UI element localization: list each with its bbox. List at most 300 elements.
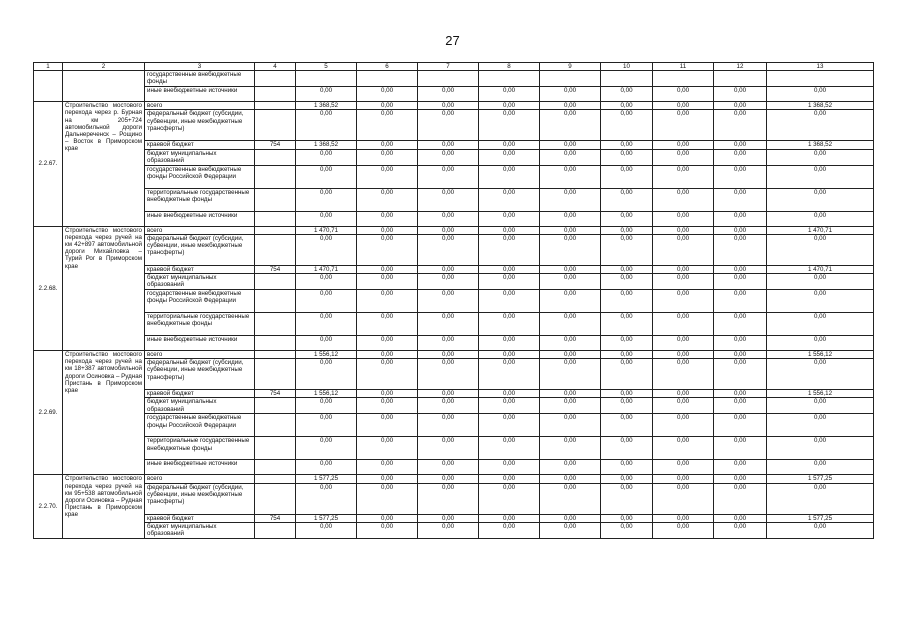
value-cell-col-7: 0,00 — [418, 149, 479, 165]
value-cell-col-9: 0,00 — [540, 483, 601, 514]
value-cell-col-11 — [653, 71, 714, 87]
value-cell-col-7: 0,00 — [418, 483, 479, 514]
value-cell-col-11: 0,00 — [653, 437, 714, 460]
value-cell-col-5 — [296, 71, 357, 87]
value-cell-col-10: 0,00 — [601, 522, 653, 538]
value-cell-col-9: 0,00 — [540, 398, 601, 414]
value-cell-col-10: 0,00 — [601, 149, 653, 165]
value-cell-col-11: 0,00 — [653, 460, 714, 475]
value-cell-col-13: 0,00 — [767, 211, 874, 226]
value-cell-col-12: 0,00 — [714, 336, 767, 351]
value-cell-col-7: 0,00 — [418, 313, 479, 336]
value-cell-col-8: 0,00 — [479, 483, 540, 514]
value-cell-col-10 — [601, 71, 653, 87]
value-cell-col-6: 0,00 — [357, 290, 418, 313]
funding-source: всего — [145, 102, 255, 110]
budget-code — [255, 398, 296, 414]
value-cell-col-9: 0,00 — [540, 110, 601, 141]
value-cell-col-13: 1 368,52 — [767, 141, 874, 149]
value-cell-col-8: 0,00 — [479, 475, 540, 483]
value-cell-col-5: 1 577,25 — [296, 514, 357, 522]
value-cell-col-5: 0,00 — [296, 188, 357, 211]
header-col-1: 1 — [34, 63, 63, 71]
header-col-3: 3 — [145, 63, 255, 71]
value-cell-col-5: 1 368,52 — [296, 141, 357, 149]
value-cell-col-13: 0,00 — [767, 460, 874, 475]
value-cell-col-6: 0,00 — [357, 522, 418, 538]
value-cell-col-10: 0,00 — [601, 290, 653, 313]
value-cell-col-7: 0,00 — [418, 398, 479, 414]
value-cell-col-6: 0,00 — [357, 514, 418, 522]
value-cell-col-13: 1 577,25 — [767, 514, 874, 522]
item-code: 2.2.67. — [34, 102, 63, 226]
value-cell-col-13: 0,00 — [767, 336, 874, 351]
value-cell-col-7: 0,00 — [418, 102, 479, 110]
value-cell-col-8: 0,00 — [479, 359, 540, 390]
value-cell-col-9: 0,00 — [540, 522, 601, 538]
value-cell-col-8: 0,00 — [479, 336, 540, 351]
value-cell-col-12: 0,00 — [714, 188, 767, 211]
value-cell-col-6: 0,00 — [357, 87, 418, 102]
value-cell-col-9: 0,00 — [540, 102, 601, 110]
value-cell-col-6: 0,00 — [357, 460, 418, 475]
value-cell-col-13: 0,00 — [767, 87, 874, 102]
value-cell-col-7: 0,00 — [418, 336, 479, 351]
funding-source: федеральный бюджет (субсидии, субвенции, иные межбюджетные трансферты) — [145, 110, 255, 141]
budget-code — [255, 475, 296, 483]
value-cell-col-13: 0,00 — [767, 522, 874, 538]
budget-code — [255, 290, 296, 313]
value-cell-col-13: 0,00 — [767, 313, 874, 336]
value-cell-col-9: 0,00 — [540, 211, 601, 226]
item-code: 2.2.68. — [34, 226, 63, 350]
value-cell-col-5: 1 368,52 — [296, 102, 357, 110]
value-cell-col-10: 0,00 — [601, 398, 653, 414]
value-cell-col-13: 0,00 — [767, 483, 874, 514]
value-cell-col-8: 0,00 — [479, 414, 540, 437]
value-cell-col-9: 0,00 — [540, 226, 601, 234]
value-cell-col-12: 0,00 — [714, 110, 767, 141]
value-cell-col-11: 0,00 — [653, 514, 714, 522]
value-cell-col-7: 0,00 — [418, 188, 479, 211]
value-cell-col-7: 0,00 — [418, 351, 479, 359]
value-cell-col-9: 0,00 — [540, 437, 601, 460]
value-cell-col-13: 1 577,25 — [767, 475, 874, 483]
value-cell-col-11: 0,00 — [653, 87, 714, 102]
value-cell-col-5: 0,00 — [296, 437, 357, 460]
budget-code: 754 — [255, 265, 296, 273]
value-cell-col-11: 0,00 — [653, 414, 714, 437]
value-cell-col-6: 0,00 — [357, 165, 418, 188]
budget-code — [255, 211, 296, 226]
budget-code — [255, 483, 296, 514]
value-cell-col-12: 0,00 — [714, 211, 767, 226]
value-cell-col-11: 0,00 — [653, 390, 714, 398]
value-cell-col-11: 0,00 — [653, 226, 714, 234]
value-cell-col-9: 0,00 — [540, 290, 601, 313]
value-cell-col-9: 0,00 — [540, 87, 601, 102]
value-cell-col-10: 0,00 — [601, 460, 653, 475]
value-cell-col-10: 0,00 — [601, 483, 653, 514]
table-row — [34, 102, 874, 110]
table-row — [34, 141, 874, 149]
value-cell-col-8: 0,00 — [479, 313, 540, 336]
value-cell-col-8: 0,00 — [479, 226, 540, 234]
funding-source: иные внебюджетные источники — [145, 87, 255, 102]
value-cell-col-10: 0,00 — [601, 234, 653, 265]
funding-source: территориальные государственные внебюджетные фонды — [145, 313, 255, 336]
budget-code — [255, 87, 296, 102]
value-cell-col-8 — [479, 71, 540, 87]
value-cell-col-12: 0,00 — [714, 398, 767, 414]
funding-source: федеральный бюджет (субсидии, субвенции, иные межбюджетные трансферты) — [145, 359, 255, 390]
value-cell-col-6: 0,00 — [357, 234, 418, 265]
value-cell-col-10: 0,00 — [601, 359, 653, 390]
value-cell-col-5: 0,00 — [296, 110, 357, 141]
budget-code — [255, 165, 296, 188]
header-col-8: 8 — [479, 63, 540, 71]
value-cell-col-7: 0,00 — [418, 514, 479, 522]
budget-code — [255, 313, 296, 336]
value-cell-col-13: 0,00 — [767, 290, 874, 313]
item-name — [63, 71, 145, 102]
value-cell-col-11: 0,00 — [653, 483, 714, 514]
value-cell-col-11: 0,00 — [653, 359, 714, 390]
value-cell-col-6: 0,00 — [357, 274, 418, 290]
table-row — [34, 290, 874, 313]
value-cell-col-6: 0,00 — [357, 313, 418, 336]
value-cell-col-9: 0,00 — [540, 141, 601, 149]
value-cell-col-13: 1 470,71 — [767, 226, 874, 234]
funding-source: бюджет муниципальных образований — [145, 274, 255, 290]
value-cell-col-13: 0,00 — [767, 398, 874, 414]
table-row — [34, 87, 874, 102]
funding-source: краевой бюджет — [145, 141, 255, 149]
budget-code — [255, 437, 296, 460]
value-cell-col-8: 0,00 — [479, 460, 540, 475]
table-row — [34, 274, 874, 290]
value-cell-col-6: 0,00 — [357, 188, 418, 211]
value-cell-col-8: 0,00 — [479, 274, 540, 290]
value-cell-col-5: 0,00 — [296, 460, 357, 475]
value-cell-col-7 — [418, 71, 479, 87]
budget-code — [255, 226, 296, 234]
value-cell-col-11: 0,00 — [653, 188, 714, 211]
value-cell-col-6: 0,00 — [357, 475, 418, 483]
page-number: 27 — [445, 33, 460, 48]
value-cell-col-13: 0,00 — [767, 110, 874, 141]
funding-source: государственные внебюджетные фонды Российской Федерации — [145, 290, 255, 313]
value-cell-col-8: 0,00 — [479, 398, 540, 414]
value-cell-col-9: 0,00 — [540, 475, 601, 483]
value-cell-col-6: 0,00 — [357, 483, 418, 514]
value-cell-col-9: 0,00 — [540, 274, 601, 290]
value-cell-col-11: 0,00 — [653, 165, 714, 188]
table-row — [34, 514, 874, 522]
value-cell-col-8: 0,00 — [479, 437, 540, 460]
header-col-5: 5 — [296, 63, 357, 71]
value-cell-col-12: 0,00 — [714, 274, 767, 290]
funding-source: государственные внебюджетные фонды — [145, 71, 255, 87]
funding-source: краевой бюджет — [145, 265, 255, 273]
value-cell-col-5: 0,00 — [296, 211, 357, 226]
value-cell-col-6 — [357, 71, 418, 87]
value-cell-col-6: 0,00 — [357, 141, 418, 149]
value-cell-col-10: 0,00 — [601, 313, 653, 336]
value-cell-col-11: 0,00 — [653, 102, 714, 110]
table-row — [34, 398, 874, 414]
value-cell-col-7: 0,00 — [418, 141, 479, 149]
value-cell-col-10: 0,00 — [601, 274, 653, 290]
value-cell-col-12: 0,00 — [714, 234, 767, 265]
value-cell-col-12: 0,00 — [714, 483, 767, 514]
funding-source: бюджет муниципальных образований — [145, 149, 255, 165]
value-cell-col-10: 0,00 — [601, 165, 653, 188]
item-code: 2.2.70. — [34, 475, 63, 538]
funding-source: бюджет муниципальных образований — [145, 522, 255, 538]
table-row — [34, 414, 874, 437]
value-cell-col-12: 0,00 — [714, 460, 767, 475]
table-row — [34, 265, 874, 273]
value-cell-col-11: 0,00 — [653, 274, 714, 290]
table-row — [34, 336, 874, 351]
funding-source: иные внебюджетные источники — [145, 211, 255, 226]
budget-code — [255, 110, 296, 141]
value-cell-col-7: 0,00 — [418, 165, 479, 188]
item-name: Строительство мостового перехода через р. Бурная на км 205+724 автомобильной дороги Дальнереченск – Рощино – Восток в Приморском крае — [63, 102, 145, 226]
value-cell-col-6: 0,00 — [357, 437, 418, 460]
table-row — [34, 359, 874, 390]
value-cell-col-12: 0,00 — [714, 390, 767, 398]
value-cell-col-13: 0,00 — [767, 359, 874, 390]
funding-source: иные внебюджетные источники — [145, 336, 255, 351]
funding-source: территориальные государственные внебюджетные фонды — [145, 437, 255, 460]
item-name: Строительство мостового перехода через ручей на км 42+897 автомобильной дороги Михайловка – Турий Рог в Приморском крае — [63, 226, 145, 350]
value-cell-col-9: 0,00 — [540, 336, 601, 351]
budget-code — [255, 274, 296, 290]
value-cell-col-10: 0,00 — [601, 188, 653, 211]
value-cell-col-5: 1 556,12 — [296, 390, 357, 398]
value-cell-col-12: 0,00 — [714, 359, 767, 390]
value-cell-col-10: 0,00 — [601, 265, 653, 273]
value-cell-col-11: 0,00 — [653, 149, 714, 165]
funding-source: территориальные государственные внебюджетные фонды — [145, 188, 255, 211]
value-cell-col-10: 0,00 — [601, 336, 653, 351]
table-row — [34, 188, 874, 211]
value-cell-col-9: 0,00 — [540, 149, 601, 165]
value-cell-col-5: 0,00 — [296, 87, 357, 102]
value-cell-col-10: 0,00 — [601, 141, 653, 149]
value-cell-col-7: 0,00 — [418, 234, 479, 265]
value-cell-col-5: 0,00 — [296, 274, 357, 290]
value-cell-col-10: 0,00 — [601, 475, 653, 483]
value-cell-col-5: 0,00 — [296, 398, 357, 414]
value-cell-col-11: 0,00 — [653, 522, 714, 538]
value-cell-col-13: 0,00 — [767, 188, 874, 211]
value-cell-col-13: 0,00 — [767, 165, 874, 188]
value-cell-col-12: 0,00 — [714, 313, 767, 336]
budget-table — [33, 62, 874, 539]
table-row — [34, 460, 874, 475]
value-cell-col-6: 0,00 — [357, 336, 418, 351]
value-cell-col-10: 0,00 — [601, 211, 653, 226]
value-cell-col-7: 0,00 — [418, 359, 479, 390]
value-cell-col-8: 0,00 — [479, 290, 540, 313]
budget-code — [255, 149, 296, 165]
header-col-7: 7 — [418, 63, 479, 71]
value-cell-col-12: 0,00 — [714, 226, 767, 234]
value-cell-col-8: 0,00 — [479, 149, 540, 165]
value-cell-col-12: 0,00 — [714, 437, 767, 460]
value-cell-col-7: 0,00 — [418, 226, 479, 234]
value-cell-col-11: 0,00 — [653, 336, 714, 351]
funding-source: краевой бюджет — [145, 390, 255, 398]
value-cell-col-13: 0,00 — [767, 234, 874, 265]
value-cell-col-5: 1 556,12 — [296, 351, 357, 359]
value-cell-col-12: 0,00 — [714, 522, 767, 538]
funding-source: краевой бюджет — [145, 514, 255, 522]
value-cell-col-9: 0,00 — [540, 514, 601, 522]
value-cell-col-12 — [714, 71, 767, 87]
table-row — [34, 110, 874, 141]
value-cell-col-10: 0,00 — [601, 514, 653, 522]
value-cell-col-7: 0,00 — [418, 274, 479, 290]
value-cell-col-12: 0,00 — [714, 141, 767, 149]
value-cell-col-6: 0,00 — [357, 359, 418, 390]
value-cell-col-8: 0,00 — [479, 141, 540, 149]
value-cell-col-11: 0,00 — [653, 313, 714, 336]
value-cell-col-9: 0,00 — [540, 265, 601, 273]
value-cell-col-8: 0,00 — [479, 390, 540, 398]
funding-source: бюджет муниципальных образований — [145, 398, 255, 414]
item-name: Строительство мостового перехода через ручей на км 95+538 автомобильной дороги Осиновка – Рудная Пристань в Приморском крае — [63, 475, 145, 538]
value-cell-col-10: 0,00 — [601, 110, 653, 141]
value-cell-col-9: 0,00 — [540, 234, 601, 265]
table-row — [34, 390, 874, 398]
value-cell-col-8: 0,00 — [479, 211, 540, 226]
value-cell-col-5: 1 577,25 — [296, 475, 357, 483]
value-cell-col-5: 0,00 — [296, 483, 357, 514]
value-cell-col-12: 0,00 — [714, 414, 767, 437]
budget-code — [255, 71, 296, 87]
value-cell-col-9: 0,00 — [540, 460, 601, 475]
table-row — [34, 437, 874, 460]
value-cell-col-11: 0,00 — [653, 351, 714, 359]
value-cell-col-10: 0,00 — [601, 226, 653, 234]
item-name: Строительство мостового перехода через ручей на км 18+387 автомобильной дороги Осиновка – Рудная Пристань в Приморском крае — [63, 351, 145, 475]
value-cell-col-12: 0,00 — [714, 475, 767, 483]
value-cell-col-12: 0,00 — [714, 149, 767, 165]
table-header-row — [34, 63, 874, 71]
value-cell-col-5: 0,00 — [296, 165, 357, 188]
value-cell-col-13: 1 556,12 — [767, 351, 874, 359]
item-code — [34, 71, 63, 102]
table-row — [34, 165, 874, 188]
budget-code — [255, 188, 296, 211]
value-cell-col-11: 0,00 — [653, 211, 714, 226]
table-row — [34, 71, 874, 87]
value-cell-col-7: 0,00 — [418, 414, 479, 437]
value-cell-col-7: 0,00 — [418, 290, 479, 313]
value-cell-col-12: 0,00 — [714, 165, 767, 188]
value-cell-col-12: 0,00 — [714, 290, 767, 313]
value-cell-col-13: 0,00 — [767, 149, 874, 165]
value-cell-col-5: 0,00 — [296, 359, 357, 390]
value-cell-col-5: 1 470,71 — [296, 226, 357, 234]
header-col-12: 12 — [714, 63, 767, 71]
value-cell-col-6: 0,00 — [357, 226, 418, 234]
value-cell-col-5: 0,00 — [296, 336, 357, 351]
budget-code — [255, 414, 296, 437]
value-cell-col-5: 0,00 — [296, 149, 357, 165]
funding-source: иные внебюджетные источники — [145, 460, 255, 475]
funding-source: всего — [145, 226, 255, 234]
value-cell-col-11: 0,00 — [653, 265, 714, 273]
value-cell-col-6: 0,00 — [357, 351, 418, 359]
value-cell-col-11: 0,00 — [653, 110, 714, 141]
header-col-4: 4 — [255, 63, 296, 71]
budget-code — [255, 522, 296, 538]
value-cell-col-6: 0,00 — [357, 149, 418, 165]
value-cell-col-10: 0,00 — [601, 414, 653, 437]
funding-source: государственные внебюджетные фонды Российской Федерации — [145, 414, 255, 437]
table-row — [34, 351, 874, 359]
value-cell-col-6: 0,00 — [357, 110, 418, 141]
value-cell-col-8: 0,00 — [479, 265, 540, 273]
value-cell-col-7: 0,00 — [418, 265, 479, 273]
value-cell-col-10: 0,00 — [601, 351, 653, 359]
value-cell-col-13: 0,00 — [767, 414, 874, 437]
value-cell-col-5: 1 470,71 — [296, 265, 357, 273]
value-cell-col-8: 0,00 — [479, 87, 540, 102]
value-cell-col-9: 0,00 — [540, 359, 601, 390]
budget-code: 754 — [255, 514, 296, 522]
header-col-11: 11 — [653, 63, 714, 71]
value-cell-col-5: 0,00 — [296, 414, 357, 437]
funding-source: федеральный бюджет (субсидии, субвенции, иные межбюджетные трансферты) — [145, 234, 255, 265]
value-cell-col-8: 0,00 — [479, 102, 540, 110]
value-cell-col-9: 0,00 — [540, 188, 601, 211]
value-cell-col-7: 0,00 — [418, 87, 479, 102]
table-row — [34, 211, 874, 226]
item-code: 2.2.69. — [34, 351, 63, 475]
table-row — [34, 522, 874, 538]
table-row — [34, 149, 874, 165]
value-cell-col-10: 0,00 — [601, 87, 653, 102]
budget-code — [255, 359, 296, 390]
value-cell-col-7: 0,00 — [418, 390, 479, 398]
value-cell-col-9: 0,00 — [540, 390, 601, 398]
value-cell-col-6: 0,00 — [357, 102, 418, 110]
value-cell-col-8: 0,00 — [479, 165, 540, 188]
budget-code — [255, 102, 296, 110]
value-cell-col-7: 0,00 — [418, 110, 479, 141]
value-cell-col-10: 0,00 — [601, 102, 653, 110]
value-cell-col-5: 0,00 — [296, 313, 357, 336]
value-cell-col-8: 0,00 — [479, 234, 540, 265]
value-cell-col-6: 0,00 — [357, 414, 418, 437]
value-cell-col-13: 1 470,71 — [767, 265, 874, 273]
header-col-2: 2 — [63, 63, 145, 71]
value-cell-col-7: 0,00 — [418, 522, 479, 538]
value-cell-col-8: 0,00 — [479, 522, 540, 538]
value-cell-col-9 — [540, 71, 601, 87]
table-row — [34, 234, 874, 265]
value-cell-col-8: 0,00 — [479, 188, 540, 211]
value-cell-col-13: 1 556,12 — [767, 390, 874, 398]
value-cell-col-10: 0,00 — [601, 390, 653, 398]
value-cell-col-12: 0,00 — [714, 265, 767, 273]
